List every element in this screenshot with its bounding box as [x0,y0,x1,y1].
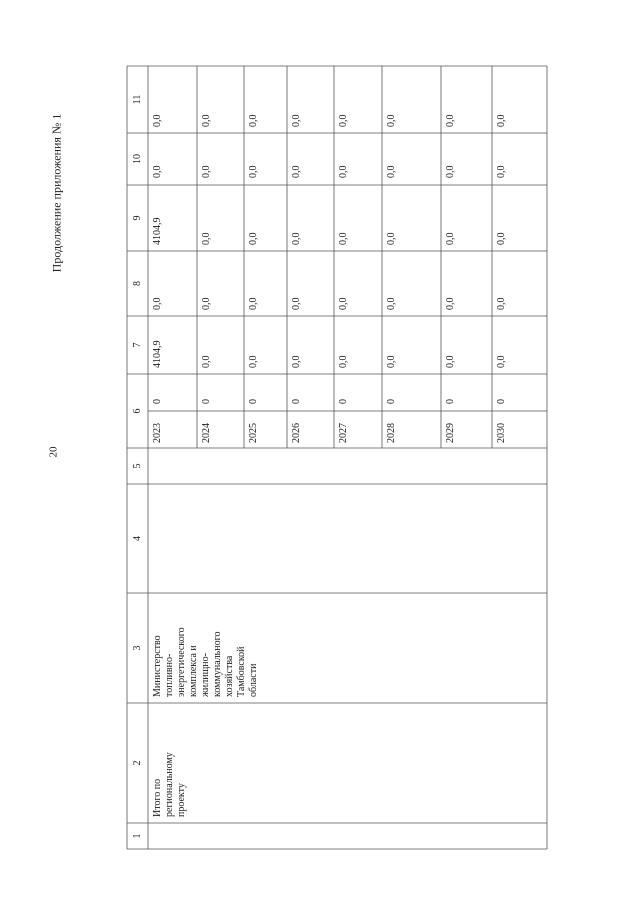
row-year-2030: 2030 [496,423,507,443]
row-col6: 0 [152,399,163,404]
row-col11: 0,0 [338,114,349,127]
responsible-line: Тамбовской [236,646,247,697]
column-number-10: 10 [132,154,143,164]
row-col7: 0,0 [201,355,212,368]
row-col10: 0,0 [152,165,163,178]
column-number-6: 6 [132,408,143,414]
row-col8: 0,0 [201,297,212,310]
row-col11: 0,0 [152,114,163,127]
responsible-line: жилищно- [200,653,211,697]
row-col9: 0,0 [291,232,302,245]
row-col9: 0,0 [248,232,259,245]
row-col8: 0,0 [248,297,259,310]
row-col9: 0,0 [386,232,397,245]
row-col8: 0,0 [338,297,349,310]
row-col9: 0,0 [445,232,456,245]
column-number-3: 3 [132,645,143,651]
row-year-2024: 2024 [201,423,212,443]
row-year-2023: 2023 [152,423,163,443]
row-col9: 0,0 [338,232,349,245]
row-col11: 0,0 [201,114,212,127]
row-col7: 0,0 [338,355,349,368]
row-year-2026: 2026 [291,423,302,443]
row-year-2025: 2025 [248,423,259,443]
row-col7: 0,0 [291,355,302,368]
row-year-2027: 2027 [338,423,349,443]
row-col11: 0,0 [445,114,456,127]
column-number-2: 2 [132,760,143,766]
row-col7: 0,0 [496,355,507,368]
row-col6: 0 [386,399,397,404]
column-number-7: 7 [132,342,143,348]
row-col6: 0 [445,399,456,404]
row-col11: 0,0 [386,114,397,127]
column-number-9: 9 [132,215,143,221]
row-col9: 0,0 [201,232,212,245]
row-col8: 0,0 [152,297,163,310]
row-col10: 0,0 [291,165,302,178]
row-col10: 0,0 [338,165,349,178]
row-col6: 0 [201,399,212,404]
row-col11: 0,0 [248,114,259,127]
row-col6: 0 [338,399,349,404]
row-col11: 0,0 [291,114,302,127]
row-col7: 0,0 [386,355,397,368]
responsible-line: области [248,663,259,697]
responsible-line: комплекса и [188,645,199,697]
row-col8: 0,0 [445,297,456,310]
row-col7: 0,0 [248,355,259,368]
row-col11: 0,0 [496,114,507,127]
responsible-line: энергетического [176,627,187,697]
row-year-2028: 2028 [386,423,397,443]
row-year-2029: 2029 [445,423,456,443]
row-col8: 0,0 [386,297,397,310]
row-col10: 0,0 [386,165,397,178]
item-title-line: проекту [176,783,187,817]
row-col10: 0,0 [201,165,212,178]
row-col8: 0,0 [496,297,507,310]
row-col7: 4104,9 [152,340,163,368]
page-number: 20 [47,446,60,458]
row-col9: 0,0 [496,232,507,245]
row-col10: 0,0 [445,165,456,178]
running-head-text: Продолжение приложения № 1 [49,113,64,273]
row-col6: 0 [291,399,302,404]
item-title-line: региональному [164,752,175,817]
row-col6: 0 [496,399,507,404]
column-number-5: 5 [132,463,143,469]
item-title-line: Итого по [152,778,163,817]
column-number-11: 11 [132,94,143,105]
responsible-line: хозяйства [224,655,235,697]
row-col10: 0,0 [496,165,507,178]
row-col8: 0,0 [291,297,302,310]
row-col7: 0,0 [445,355,456,368]
column-number-1: 1 [132,833,143,839]
column-number-8: 8 [132,281,143,286]
row-col6: 0 [248,399,259,404]
responsible-line: коммунального [212,631,223,697]
responsible-line: топливно- [164,653,175,697]
row-col9: 4104,9 [152,217,163,245]
row-col10: 0,0 [248,165,259,178]
column-number-4: 4 [132,536,143,541]
responsible-line: Министерство [152,635,163,697]
